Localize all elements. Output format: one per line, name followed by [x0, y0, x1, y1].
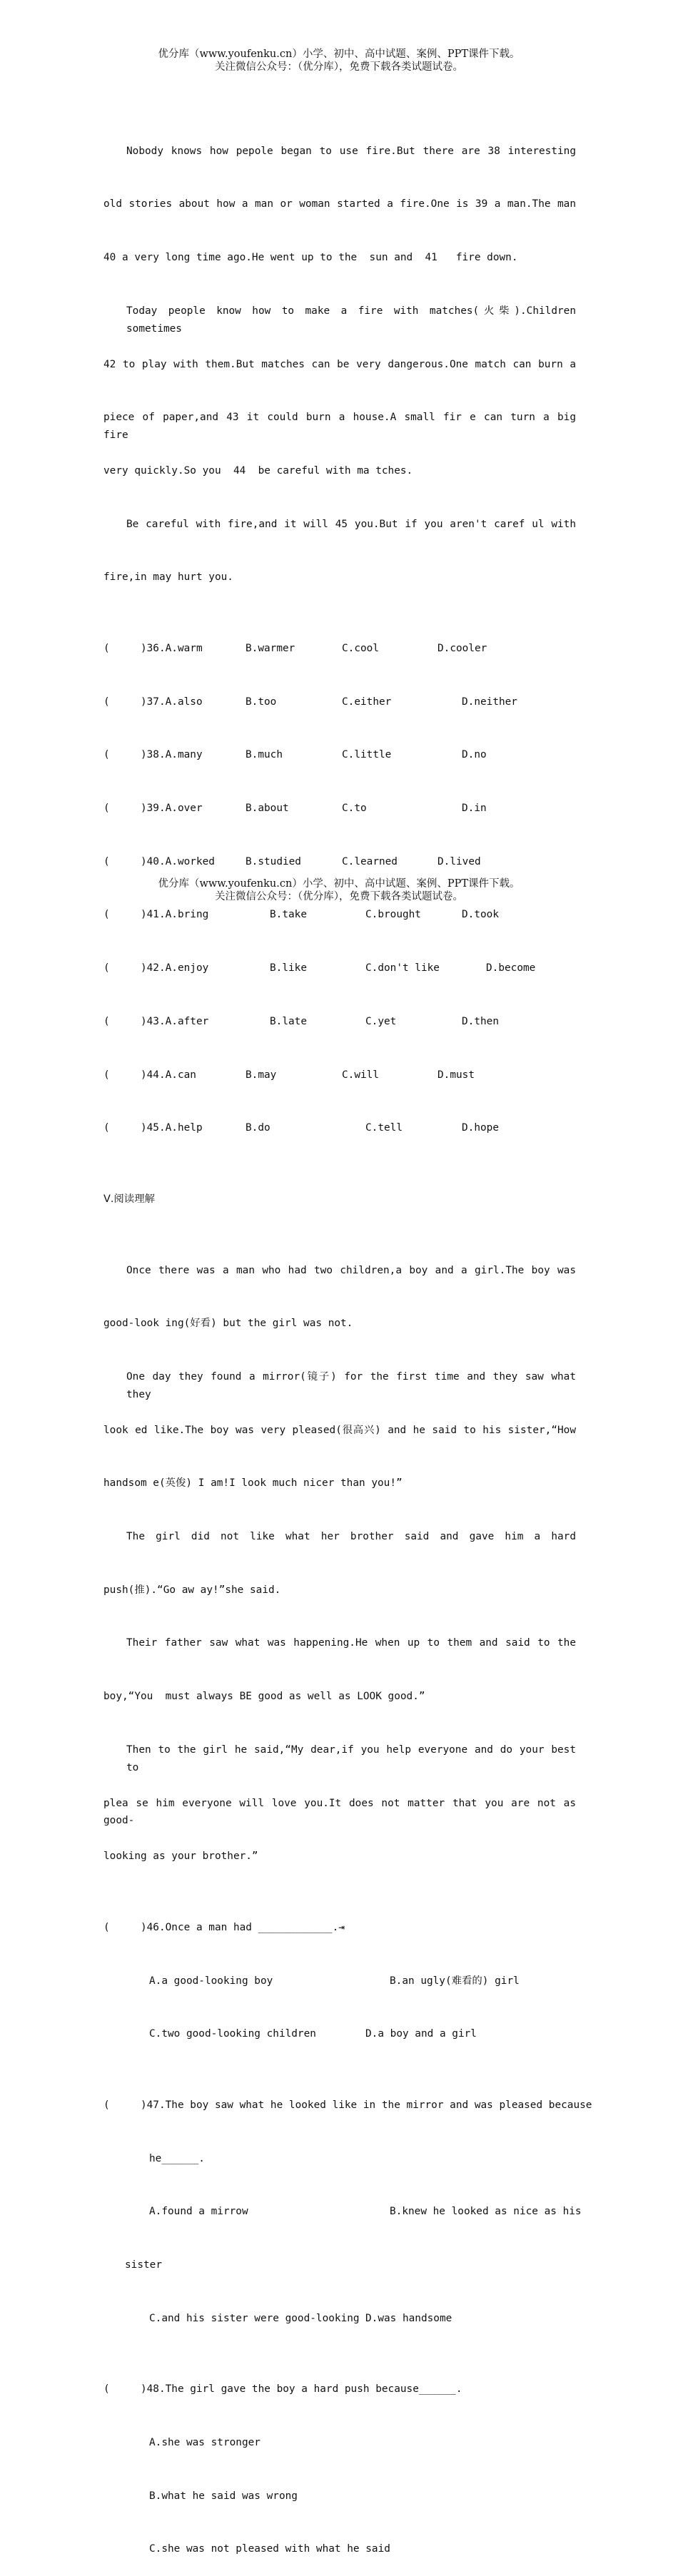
passage2-line: Then to the girl he said,“My dear,if you help everyone and do your best to: [126, 1743, 576, 1773]
question-46-stem: ( )46.Once a man had ____________.⇥: [103, 1921, 345, 1933]
option-d: D.took: [462, 909, 499, 921]
footer-line-2: 关注微信公众号：（优分库），免费下载各类试题试卷。: [215, 891, 463, 902]
option-c: C.she was not pleased with what he said: [149, 2543, 390, 2555]
question-row: [103, 640, 576, 658]
option-b: B.take: [270, 909, 307, 921]
option-c: C.don't like: [365, 962, 440, 974]
option-d: D.neither: [462, 696, 517, 708]
question-stem: ( )39.A.over: [103, 803, 203, 815]
header-line-1: 优分库（www.youfenku.cn）小学、初中、高中试题、案例、PPT课件下载。: [158, 49, 520, 60]
option-a: A.found a mirrow: [149, 2206, 248, 2218]
option-b: B.about: [246, 803, 289, 815]
question-stem: ( )36.A.warm: [103, 642, 203, 654]
question-row: [103, 1066, 576, 1084]
document-body: [103, 89, 592, 2576]
passage2-line: handsom e(英俊) I am!I look much nicer than you!”: [103, 1477, 403, 1490]
question-row: [103, 906, 576, 924]
option-c: C.tell: [365, 1122, 403, 1134]
option-b-cont: sister: [125, 2259, 162, 2271]
option-d: D.lived: [437, 855, 481, 867]
option-d: D.was handsome: [365, 2312, 452, 2324]
question-row: [103, 853, 576, 871]
option-d: D.then: [462, 1015, 499, 1027]
question-row: [103, 1119, 576, 1137]
option-a: A.she was stronger: [149, 2436, 260, 2448]
passage1-line: piece of paper,and 43 it could burn a house.A small fir e can turn a big fire: [103, 412, 576, 442]
option-c: C.will: [342, 1069, 379, 1081]
option-b: B.too: [246, 696, 277, 708]
passage2-line: good-look ing(好看) but the girl was not.: [103, 1318, 353, 1330]
passage2-line: look ed like.The boy was very pleased(很高兴) and he said to his sister,“How: [103, 1424, 576, 1436]
footer-line-1: 优分库（www.youfenku.cn）小学、初中、高中试题、案例、PPT课件下载。: [158, 878, 520, 890]
option-d: D.become: [486, 962, 536, 974]
passage1-line: Today people know how to make a fire with matches(火柴).Children sometimes: [126, 305, 576, 335]
option-c: C.two good-looking children: [149, 2028, 316, 2040]
question-row: [103, 1013, 576, 1031]
question-48-stem: ( )48.The girl gave the boy a hard push because______.: [103, 2383, 462, 2396]
option-c: C.to: [342, 803, 367, 815]
page-header: [0, 48, 678, 73]
question-47-stem: ( )47.The boy saw what he looked like in the mirror and was pleased because: [103, 2099, 592, 2111]
header-line-2: 关注微信公众号：（优分库），免费下载各类试题试卷。: [215, 61, 463, 73]
option-b: B.warmer: [246, 642, 295, 654]
option-a: A.a good-looking boy: [149, 1975, 273, 1987]
question-stem: ( )37.A.also: [103, 696, 203, 708]
question-stem: ( )42.A.enjoy: [103, 962, 209, 974]
option-b: B.may: [246, 1069, 277, 1081]
passage2-line: looking as your brother.”: [103, 1850, 258, 1863]
option-b: B.do: [246, 1122, 270, 1134]
question-47-stem-cont: he______.: [149, 2152, 205, 2164]
question-stem: ( )38.A.many: [103, 749, 203, 761]
option-c: C.brought: [365, 909, 421, 921]
question-stem: ( )41.A.bring: [103, 909, 209, 921]
passage2-line: Once there was a man who had two children,a boy and a girl.The boy was: [126, 1264, 576, 1276]
passage2-line: plea se him everyone will love you.It does not matter that you are not as good-: [103, 1797, 576, 1827]
option-c: C.and his sister were good-looking: [149, 2312, 360, 2324]
question-row: [103, 746, 576, 764]
passage1-line: fire,in may hurt you.: [103, 571, 233, 584]
option-b: B.an ugly(难看的) girl: [390, 1975, 520, 1987]
passage1-line: 40 a very long time ago.He went up to the sun and 41 fire down.: [103, 252, 518, 264]
passage1-line: old stories about how a man or woman started a fire.One is 39 a man.The man: [103, 198, 576, 210]
question-stem: ( )40.A.worked: [103, 855, 215, 867]
passage1-line: Nobody knows how pepole began to use fire.But there are 38 interesting: [126, 145, 576, 157]
question-row: [103, 2310, 576, 2328]
option-d: D.cooler: [437, 642, 487, 654]
passage1-line: Be careful with fire,and it will 45 you.But if you aren't caref ul with: [126, 518, 576, 530]
question-row: [103, 2203, 582, 2221]
question-row: [103, 693, 576, 711]
option-b: B.like: [270, 962, 307, 974]
passage1-line: 42 to play with them.But matches can be very dangerous.One match can burn a: [103, 358, 576, 370]
question-stem: ( )45.A.help: [103, 1122, 203, 1134]
question-row: [103, 959, 576, 977]
section-heading: Ⅴ.阅读理解: [103, 1193, 155, 1205]
passage2-line: One day they found a mirror(镜子) for the first time and they saw what they: [126, 1370, 576, 1400]
passage2-line: The girl did not like what her brother said and gave him a hard: [126, 1531, 576, 1543]
passage2-line: Their father saw what was happening.He when up to them and said to the: [126, 1637, 576, 1649]
option-c: C.cool: [342, 642, 379, 654]
option-d: D.in: [462, 803, 487, 815]
option-c: C.learned: [342, 855, 398, 867]
page-footer: [0, 877, 678, 903]
passage1-line: very quickly.So you 44 be careful with ma tches.: [103, 464, 413, 477]
option-b: B.much: [246, 749, 283, 761]
option-d: D.must: [437, 1069, 475, 1081]
option-c: C.little: [342, 749, 392, 761]
option-d: D.hope: [462, 1122, 499, 1134]
passage2-line: boy,“You must always BE good as well as LOOK good.”: [103, 1691, 425, 1703]
option-d: D.no: [462, 749, 487, 761]
question-row: [103, 2025, 576, 2043]
passage2-line: push(推).“Go aw ay!”she said.: [103, 1584, 281, 1596]
option-b: B.knew he looked as nice as his: [390, 2206, 582, 2218]
question-stem: ( )43.A.after: [103, 1015, 209, 1027]
option-b: B.late: [270, 1015, 307, 1027]
question-row: [103, 1972, 576, 1990]
option-c: C.either: [342, 696, 392, 708]
option-c: C.yet: [365, 1015, 397, 1027]
option-d: D.a boy and a girl: [365, 2028, 477, 2040]
question-stem: ( )44.A.can: [103, 1069, 196, 1081]
option-b: B.what he said was wrong: [149, 2490, 298, 2502]
question-row: [103, 800, 576, 818]
option-b: B.studied: [246, 855, 301, 867]
